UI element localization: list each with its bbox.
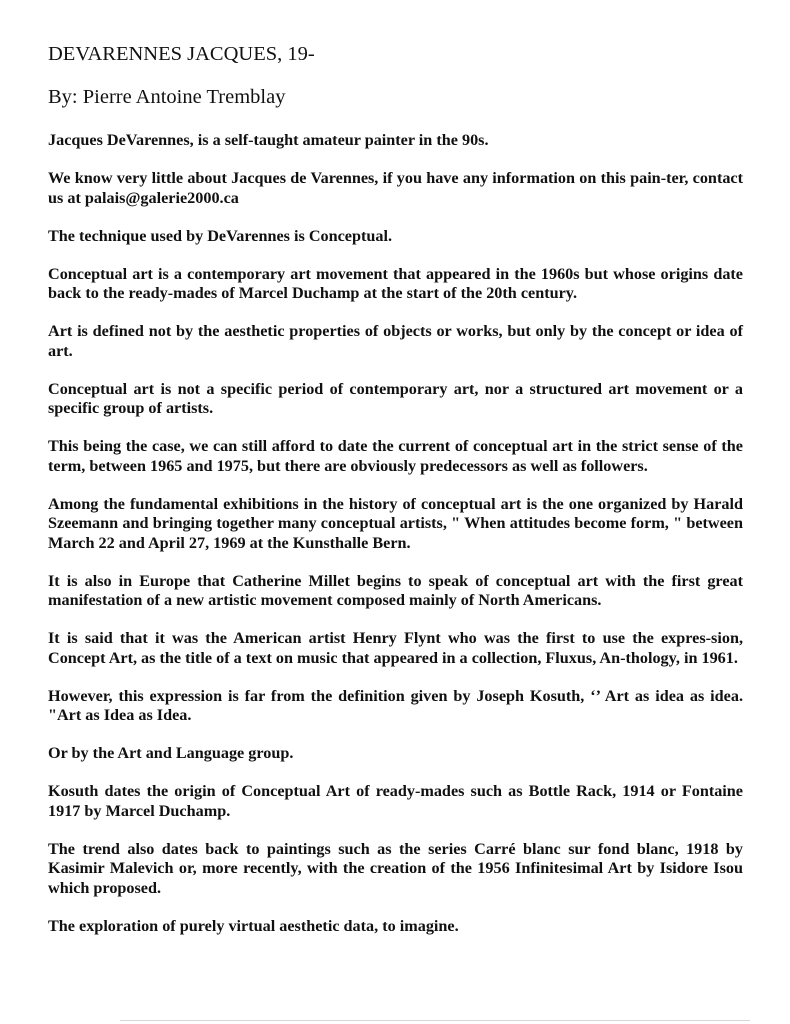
bottom-scan-line — [120, 1020, 750, 1021]
paragraph: It is said that it was the American artist Henry Flynt who was the first to use the expres-sion, Concept Art, as the title of a text on music that appeared in a collection, Fluxus, An-thology, in 1961. — [48, 629, 743, 667]
paragraph: Jacques DeVarennes, is a self-taught amateur painter in the 90s. — [48, 131, 489, 150]
paragraph: This being the case, we can still afford to date the current of conceptual art in the strict sense of the term, between 1965 and 1975, but there are obviously predecessors as well as followers. — [48, 437, 743, 475]
paragraph: Kosuth dates the origin of Conceptual Art of ready-mades such as Bottle Rack, 1914 or Fontaine 1917 by Marcel Duchamp. — [48, 782, 743, 820]
paragraph: The technique used by DeVarennes is Conceptual. — [48, 226, 393, 245]
paragraph: Among the fundamental exhibitions in the history of conceptual art is the one organized by Harald Szeemann and bringing together many conceptual artists, " When attitudes become form, " between March 22 and April 27, 1969 at the Kunsthalle Bern. — [48, 494, 743, 552]
paragraph: Conceptual art is a contemporary art movement that appeared in the 1960s but whose origins date back to the ready-mades of Marcel Duchamp at the start of the 20th century. — [48, 264, 743, 303]
paragraph: Or by the Art and Language group. — [48, 744, 294, 763]
paragraph: The exploration of purely virtual aesthetic data, to imagine. — [48, 916, 459, 935]
document-page — [48, 42, 743, 955]
document-title: DEVARENNES JACQUES, 19- — [48, 43, 315, 65]
paragraph: Conceptual art is not a specific period of contemporary art, nor a structured art movement or a specific group of artists. — [48, 379, 743, 418]
paragraph: However, this expression is far from the definition given by Joseph Kosuth, ‘’ Art as idea as idea. "Art as Idea as Idea. — [48, 686, 743, 725]
paragraph: Art is defined not by the aesthetic properties of objects or works, but only by the concept or idea of art. — [48, 322, 743, 360]
document-body — [48, 131, 743, 936]
paragraph: The trend also dates back to paintings such as the series Carré blanc sur fond blanc, 1918 by Kasimir Malevich or, more recently, with the creation of the 1956 Infinitesimal Art by Isidore Isou which proposed. — [48, 839, 743, 897]
document-byline: By: Pierre Antoine Tremblay — [48, 85, 286, 108]
paragraph: We know very little about Jacques de Varennes, if you have any information on this pain-ter, contact us at palais@galerie2000.ca — [48, 169, 743, 207]
paragraph: It is also in Europe that Catherine Millet begins to speak of conceptual art with the first great manifestation of a new artistic movement composed mainly of North Americans. — [48, 571, 743, 610]
